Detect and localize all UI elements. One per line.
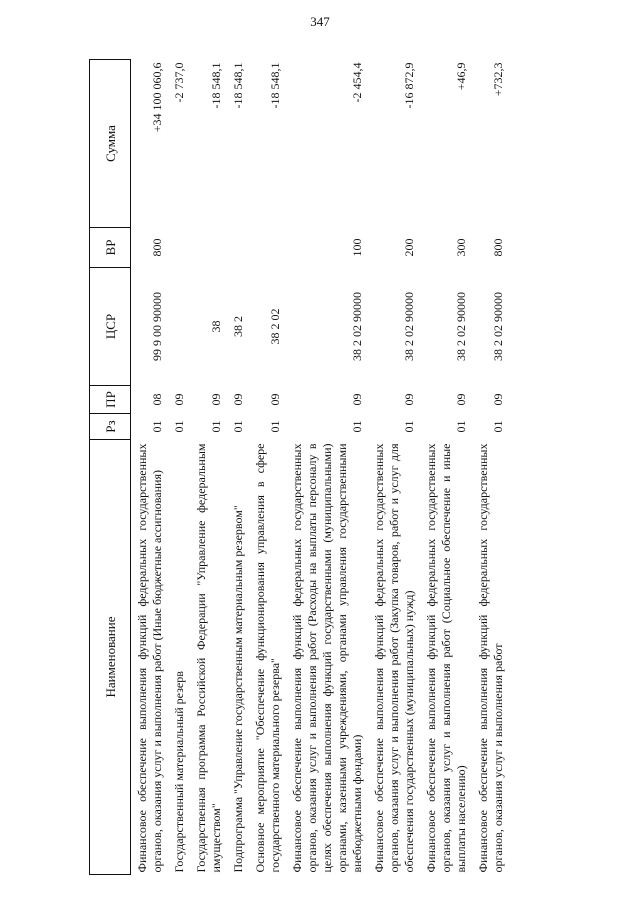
row-pr: 09 <box>491 393 505 406</box>
row-rz: 01 <box>491 420 505 433</box>
page-number: 347 <box>310 14 330 29</box>
header-csr: ЦСР <box>90 268 131 386</box>
row-csr: 38 2 02 90000 <box>402 292 416 361</box>
row-rz: 01 <box>454 420 468 433</box>
row-csr: 38 2 02 90000 <box>491 292 505 361</box>
row-name: Финансовое обеспечение выполнения функций федеральных государственных органов, оказания услуг и выполнения работ (Расходы на выплаты персоналу в целях обеспечения выполнения функций государственными (муниципальными) органами, казенными учреждениями, органами управления государственными внебюджетными фондами) <box>290 443 364 873</box>
table-row <box>190 60 227 875</box>
row-vr <box>249 228 286 268</box>
row-name: Подпрограмма "Управление государственным материальным резервом" <box>231 505 245 873</box>
row-csr: 38 2 02 90000 <box>350 292 364 361</box>
row-name: Государственная программа Российской Федерации "Управление федеральным имуществом" <box>194 443 223 873</box>
row-csr: 99 9 00 90000 <box>150 292 164 361</box>
table-row <box>472 60 509 875</box>
header-pr: ПР <box>90 386 131 414</box>
row-name: Финансовое обеспечение выполнения функций федеральных государственных органов, оказания услуг и выполнения работ <box>476 443 505 873</box>
row-sum: +34 100 060,6 <box>150 62 164 133</box>
row-rz: 01 <box>268 420 282 433</box>
row-sum: -16 872,9 <box>402 62 416 109</box>
row-name: Финансовое обеспечение выполнения функций федеральных государственных органов, оказания услуг и выполнения работ (Социальное обеспечение и иные выплаты населению) <box>424 443 468 873</box>
row-vr: 200 <box>402 238 416 257</box>
rotated-table-area <box>89 60 614 875</box>
budget-table <box>89 59 509 875</box>
row-csr: 38 <box>209 320 223 333</box>
row-sum: -2 454,4 <box>350 62 364 103</box>
row-vr: 800 <box>150 238 164 257</box>
header-rz: Рз <box>90 414 131 440</box>
row-csr: 38 2 02 <box>268 308 282 345</box>
row-rz: 01 <box>172 420 186 433</box>
row-csr: 38 2 02 90000 <box>454 292 468 361</box>
row-name: Государственный материальный резерв <box>172 671 186 873</box>
row-vr: 100 <box>350 238 364 257</box>
table-row <box>249 60 286 875</box>
row-rz: 01 <box>231 420 245 433</box>
row-vr: 300 <box>454 238 468 257</box>
row-pr: 09 <box>172 393 186 406</box>
table-row <box>227 60 249 875</box>
row-vr <box>227 228 249 268</box>
table-row <box>420 60 472 875</box>
row-pr: 09 <box>268 393 282 406</box>
row-name: Финансовое обеспечение выполнения функций федеральных государственных органов, оказания услуг и выполнения работ (Закупка товаров, работ и услуг для обеспечения государственных (муниципальных) нужд) <box>372 443 416 873</box>
row-rz: 01 <box>350 420 364 433</box>
row-pr: 09 <box>350 393 364 406</box>
header-sum: Сумма <box>90 60 131 228</box>
row-sum: -18 548,1 <box>231 62 245 109</box>
row-name: Финансовое обеспечение выполнения функций федеральных государственных органов, оказания услуг и выполнения работ (Иные бюджетные ассигнования) <box>135 443 164 873</box>
table-row <box>131 60 169 875</box>
row-pr: 08 <box>150 393 164 406</box>
table-header-row <box>90 60 131 875</box>
row-sum: +46,9 <box>454 62 468 91</box>
rotated-content <box>89 60 614 875</box>
header-vr: ВР <box>90 228 131 268</box>
table-row <box>168 60 190 875</box>
row-rz: 01 <box>402 420 416 433</box>
table-row <box>368 60 420 875</box>
row-pr: 09 <box>231 393 245 406</box>
row-sum: +732,3 <box>491 62 505 97</box>
row-sum: -18 548,1 <box>209 62 223 109</box>
row-sum: -18 548,1 <box>268 62 282 109</box>
table-row <box>286 60 368 875</box>
header-name: Наименование <box>90 440 131 875</box>
row-vr: 800 <box>491 238 505 257</box>
row-pr: 09 <box>454 393 468 406</box>
row-csr: 38 2 <box>231 316 245 337</box>
row-vr <box>190 228 227 268</box>
row-name: Основное мероприятие "Обеспечение функционирования управления в сфере государственного материального резерва" <box>253 443 282 873</box>
row-rz: 01 <box>209 420 223 433</box>
row-csr <box>168 268 190 386</box>
row-rz: 01 <box>150 420 164 433</box>
row-pr: 09 <box>209 393 223 406</box>
row-pr: 09 <box>402 393 416 406</box>
row-sum: -2 737,0 <box>172 62 186 103</box>
row-vr <box>168 228 190 268</box>
